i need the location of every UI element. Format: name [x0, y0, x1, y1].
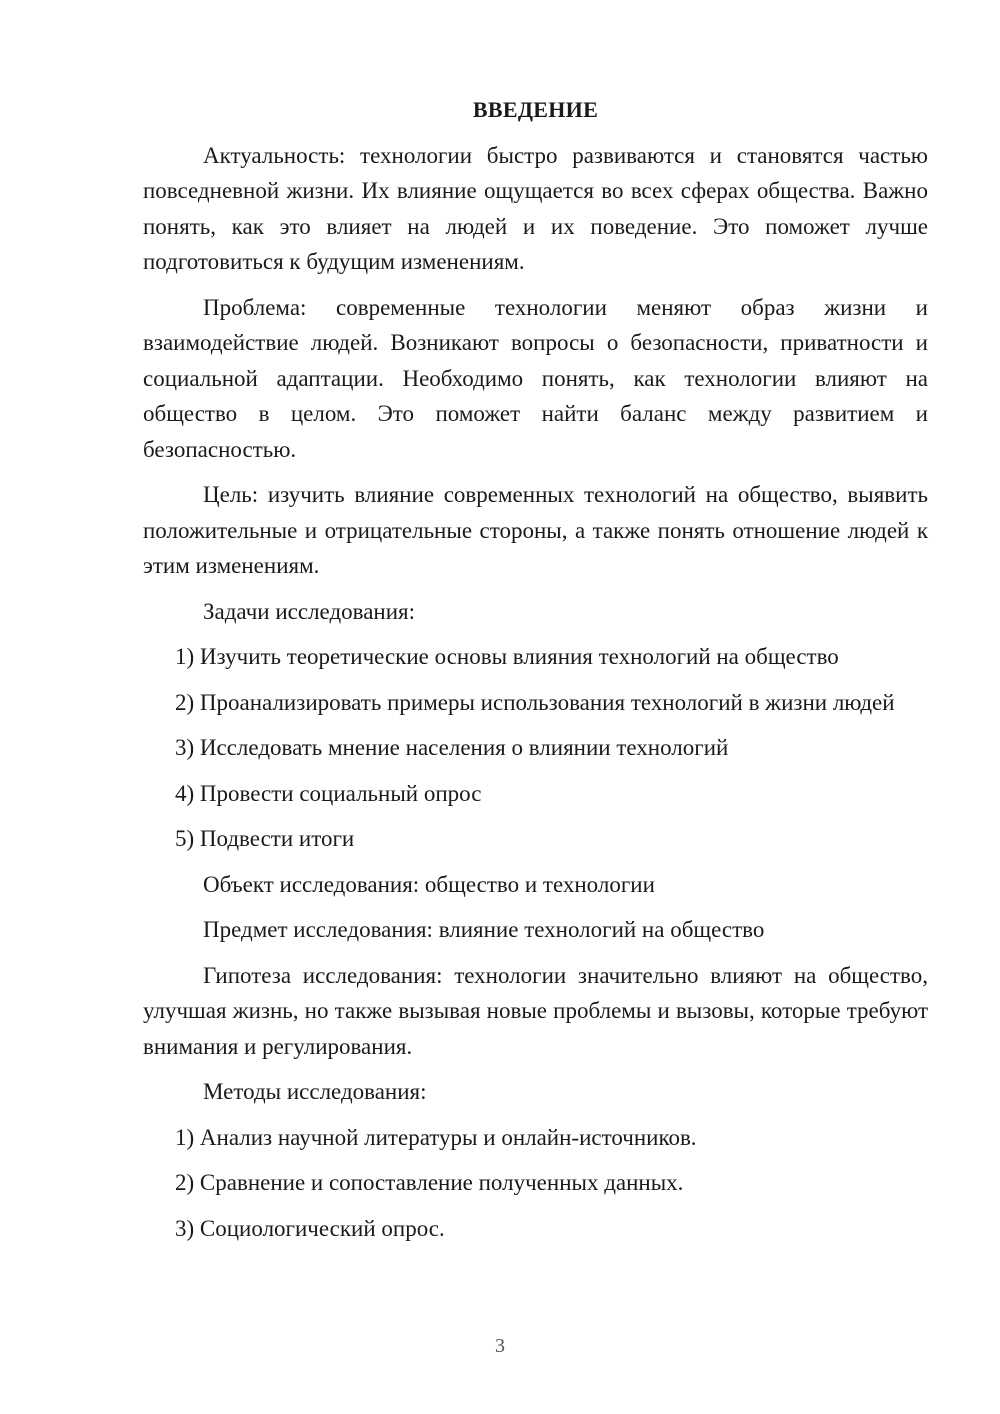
- paragraph-hypothesis: Гипотеза исследования: технологии значительно влияют на общество, улучшая жизнь, но также вызывая новые проблемы и вызовы, которые требуют внимания и регулирования.: [143, 962, 928, 1059]
- tasks-list: [143, 639, 928, 857]
- list-item: 5) Подвести итоги: [175, 826, 355, 851]
- paragraph-object: Объект исследования: общество и технологии: [203, 871, 655, 897]
- list-item: 3) Социологический опрос.: [175, 1215, 445, 1241]
- list-item: 3) Исследовать мнение населения о влиянии технологий: [175, 735, 729, 760]
- paragraph-goal: Цель: изучить влияние современных технологий на общество, выявить положительные и отрицательные стороны, а также понять отношение людей к этим изменениям.: [143, 482, 928, 578]
- paragraph-subject: Предмет исследования: влияние технологий на общество: [203, 917, 765, 942]
- page-title: ВВЕДЕНИЕ: [472, 97, 599, 122]
- list-item: 2) Проанализировать примеры использования технологий в жизни людей: [175, 689, 895, 715]
- methods-list: [143, 1120, 928, 1247]
- paragraph-problem: Проблема: современные технологии меняют образ жизни и взаимодействие людей. Возникают вопросы о безопасности, приватности и социальной адаптации. Необходимо понять, как технологии влияют на общество в целом. Это поможет найти баланс между развитием и безопасностью.: [143, 294, 928, 462]
- paragraph-relevance: Актуальность: технологии быстро развиваются и становятся частью повседневной жизни. Их влияние ощущается во всех сферах общества. Важно понять, как это влияет на людей и их поведение. Это поможет лучше подготовиться к будущим изменениям.: [143, 142, 928, 274]
- list-item: 1) Изучить теоретические основы влияния технологий на общество: [175, 644, 839, 669]
- tasks-heading: Задачи исследования:: [203, 598, 416, 624]
- list-item: 4) Провести социальный опрос: [175, 780, 482, 806]
- list-item: 1) Анализ научной литературы и онлайн-источников.: [175, 1124, 697, 1150]
- page-number: 3: [495, 1335, 505, 1357]
- methods-heading: Методы исследования:: [203, 1079, 427, 1104]
- document-page: [143, 92, 928, 1256]
- list-item: 2) Сравнение и сопоставление полученных данных.: [175, 1170, 684, 1195]
